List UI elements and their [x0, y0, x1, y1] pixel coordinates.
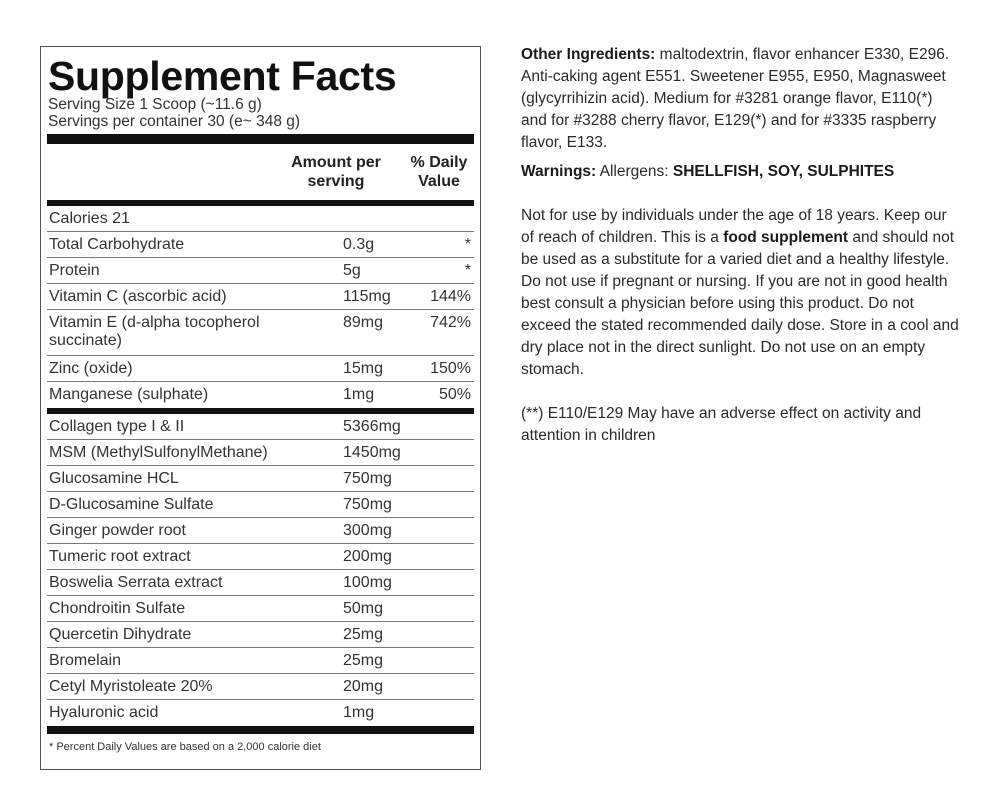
ingredient-name: MSM (MethylSulfonylMethane) [49, 444, 268, 461]
col-daily-value-header: % Daily Value [410, 154, 468, 190]
supplement-facts-panel [40, 46, 481, 770]
ingredient-name: Collagen type I & II [49, 418, 185, 435]
general-warnings [521, 205, 961, 381]
ingredient-name: Quercetin Dihydrate [49, 626, 192, 643]
label-title: Supplement Facts [48, 53, 397, 99]
divider-thick [47, 134, 474, 144]
serving-size: Serving Size 1 Scoop (~11.6 g) [48, 96, 262, 113]
table-row [47, 492, 474, 518]
warnings-label: Warnings: [521, 163, 597, 180]
table-row [47, 356, 474, 382]
nutrient-amount: 89mg [343, 314, 384, 331]
table-row [47, 310, 474, 356]
table-row [47, 382, 474, 408]
ingredient-amount: 200mg [343, 548, 392, 565]
col-amount-header: Amount per serving [291, 154, 381, 190]
nutrient-dv: 144% [430, 288, 471, 305]
nutrient-amount: 1mg [343, 386, 375, 403]
nutrient-amount: 115mg [343, 288, 391, 305]
ingredient-name: Tumeric root extract [49, 548, 191, 565]
allergens-list: SHELLFISH, SOY, SULPHITES [672, 163, 895, 180]
table-row [47, 518, 474, 544]
ingredient-amount: 750mg [343, 496, 392, 513]
servings-per-container: Servings per container 30 (e~ 348 g) [48, 113, 301, 130]
nutrient-name: Vitamin C (ascorbic acid) [49, 288, 227, 305]
table-row [47, 466, 474, 492]
ingredient-amount: 750mg [343, 470, 392, 487]
table-row [47, 622, 474, 648]
table-row [47, 674, 474, 700]
other-ingredients [521, 44, 961, 154]
ingredient-name: Glucosamine HCL [49, 470, 179, 487]
table-row [47, 700, 474, 726]
table-row [47, 258, 474, 284]
ingredient-name: Hyaluronic acid [49, 704, 159, 721]
food-supplement-bold: food supplement [723, 229, 849, 246]
ingredient-name: Chondroitin Sulfate [49, 600, 186, 617]
nutrient-name: Manganese (sulphate) [49, 386, 209, 403]
nutrient-amount: 5g [343, 262, 361, 279]
nutrient-name: Total Carbohydrate [49, 236, 185, 253]
calories-row [47, 206, 474, 232]
nutrient-name: Zinc (oxide) [49, 360, 133, 377]
ingredient-amount: 25mg [343, 652, 384, 669]
nutrient-dv: 150% [430, 360, 471, 377]
table-row [47, 570, 474, 596]
table-row [47, 440, 474, 466]
additive-note: (**) E110/E129 May have an adverse effect on activity and attention in children [521, 405, 922, 444]
table-row [47, 648, 474, 674]
nutrient-dv: 50% [438, 386, 471, 403]
ingredient-amount: 50mg [343, 600, 384, 617]
nutrient-name: Vitamin E (d-alpha tocopherol succinate) [49, 314, 260, 349]
ingredient-amount: 20mg [343, 678, 384, 695]
other-ingredients-label: Other Ingredients: [521, 46, 656, 63]
column-header [47, 144, 474, 200]
table-row [47, 596, 474, 622]
ingredient-amount: 1mg [343, 704, 375, 721]
warnings-text: Allergens: [596, 163, 673, 180]
warnings [521, 161, 961, 183]
table-row [47, 544, 474, 570]
nutrient-dv: * [464, 262, 471, 279]
table-row [47, 284, 474, 310]
ingredient-amount: 300mg [343, 522, 392, 539]
calories-label: Calories 21 [49, 210, 130, 227]
ingredient-amount: 1450mg [343, 444, 401, 461]
ingredient-name: Ginger powder root [49, 522, 186, 539]
ingredient-name: Cetyl Myristoleate 20% [49, 678, 213, 695]
ingredient-amount: 25mg [343, 626, 384, 643]
ingredient-name: Bromelain [49, 652, 122, 669]
general-text-2: and should not be used as a substitute for a varied diet and a healthy lifestyle. Do not use if pregnant or nursing. If you are not in good health best consult a physician before using this product. Do not exceed the stated recommended daily dose. Store in a cool and dry place not in the direct sunlight. Do not use on an empty stomach. [521, 229, 959, 378]
ingredient-name: D-Glucosamine Sulfate [49, 496, 214, 513]
table-row [47, 414, 474, 440]
nutrient-list [47, 232, 474, 408]
nutrient-name: Protein [49, 262, 100, 279]
nutrient-dv: 742% [430, 314, 471, 331]
other-ingredients-text: maltodextrin, flavor enhancer E330, E296. Anti-caking agent E551. Sweetener E955, E950, Magnasweet (glycyrrihizin acid). Medium for #3281 orange flavor, E110(*) and for #3288 cherry flavor, E129(*) and for #3335 raspberry flavor, E133. [521, 46, 950, 151]
general-text-1: Not for use by individuals under the age of 18 years. Keep our of reach of children. This is a [521, 207, 947, 246]
ingredient-amount: 5366mg [343, 418, 401, 435]
nutrient-amount: 0.3g [343, 236, 375, 253]
daily-value-footnote: * Percent Daily Values are based on a 2,000 calorie diet [49, 741, 321, 753]
divider-thick [47, 726, 474, 734]
nutrient-dv: * [464, 236, 471, 253]
product-info [521, 44, 961, 447]
table-row [47, 232, 474, 258]
ingredient-amount: 100mg [343, 574, 392, 591]
ingredient-name: Boswelia Serrata extract [49, 574, 223, 591]
ingredient-list [47, 414, 474, 726]
nutrient-amount: 15mg [343, 360, 384, 377]
